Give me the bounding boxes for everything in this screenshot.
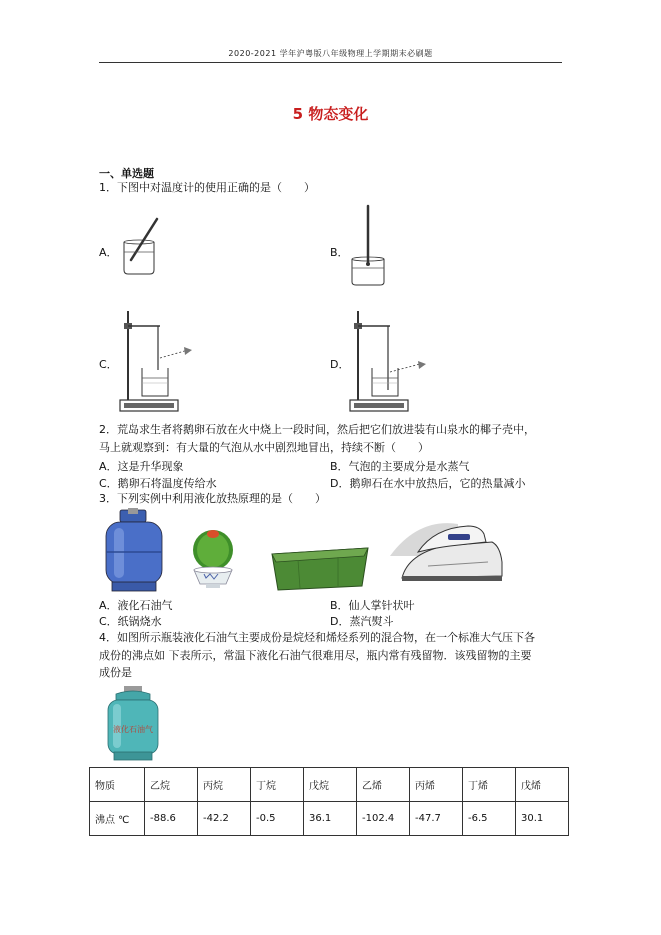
header-cell: 物质 [90, 768, 145, 802]
header-cell: 丁烯 [463, 768, 516, 802]
q4-stem-line1: 4．如图所示瓶装液化石油气主要成份是烷烃和烯烃系列的混合物，在一个标准大气压下各 [99, 631, 535, 644]
q1-option-c: C． [99, 358, 118, 371]
q4-stem-line2: 成份的沸点如 下表所示，常温下液化石油气很难用尽，瓶内常有残留物．该残留物的主要 [99, 649, 532, 662]
stand-thermometer-image-c [118, 306, 198, 414]
value-cell: -6.5 [463, 802, 516, 836]
q2-option-a: A．这是升华现象 [99, 460, 184, 473]
q2-option-c: C．鹅卵石将温度传给水 [99, 477, 217, 490]
header-cell: 戊烯 [516, 768, 569, 802]
thermometer-image-b [348, 204, 388, 286]
q1-option-b: B． [330, 246, 349, 259]
q4-stem-line3: 成份是 [99, 666, 132, 679]
paper-pot-image [268, 540, 374, 592]
boiling-point-table [89, 767, 569, 836]
header-cell: 乙烯 [357, 768, 410, 802]
q2-option-b: B．气泡的主要成分是水蒸气 [330, 460, 470, 473]
cylinder-label: 液化石油气 [113, 725, 153, 734]
thermometer-image-a [118, 216, 168, 278]
section-heading: 一、单选题 [99, 167, 154, 180]
q3-option-b: B．仙人掌针状叶 [330, 599, 415, 612]
header-cell: 丁烷 [251, 768, 304, 802]
header-cell: 戊烷 [304, 768, 357, 802]
value-cell: -102.4 [357, 802, 410, 836]
table-row [90, 802, 569, 836]
table-header-row [90, 768, 569, 802]
lpg-tank-image [100, 508, 170, 593]
value-cell: -42.2 [198, 802, 251, 836]
lpg-cylinder-image [104, 686, 162, 762]
value-cell: 30.1 [516, 802, 569, 836]
q3-option-c: C．纸锅烧水 [99, 615, 162, 628]
page-title: 5 物态变化 [292, 105, 369, 123]
header-cell: 丙烷 [198, 768, 251, 802]
cactus-image [186, 522, 241, 590]
q1-option-a: A． [99, 246, 118, 259]
value-cell: -88.6 [145, 802, 198, 836]
q2-option-d: D．鹅卵石在水中放热后，它的热量减小 [330, 477, 526, 490]
row-label-cell: 沸点 ℃ [90, 802, 145, 836]
q3-stem: 3．下列实例中利用液化放热原理的是（ ） [99, 492, 326, 505]
value-cell: 36.1 [304, 802, 357, 836]
steam-iron-image [388, 516, 506, 588]
q1-option-d: D． [330, 358, 350, 371]
value-cell: -47.7 [410, 802, 463, 836]
value-cell: -0.5 [251, 802, 304, 836]
page-header: 2020-2021 学年沪粤版八年级物理上学期期末必刷题 [228, 49, 433, 58]
q2-stem-line2: 马上就观察到：有大量的气泡从水中剧烈地冒出，持续不断（ ） [99, 441, 429, 454]
q1-stem: 1．下图中对温度计的使用正确的是（ ） [99, 181, 315, 194]
stand-thermometer-image-d [348, 306, 433, 414]
header-cell: 乙烷 [145, 768, 198, 802]
header-divider [99, 62, 562, 63]
header-cell: 丙烯 [410, 768, 463, 802]
q2-stem-line1: 2．荒岛求生者将鹅卵石放在火中烧上一段时间，然后把它们放进装有山泉水的椰子壳中， [99, 423, 535, 436]
q3-option-d: D．蒸汽熨斗 [330, 615, 394, 628]
q3-option-a: A．液化石油气 [99, 599, 173, 612]
